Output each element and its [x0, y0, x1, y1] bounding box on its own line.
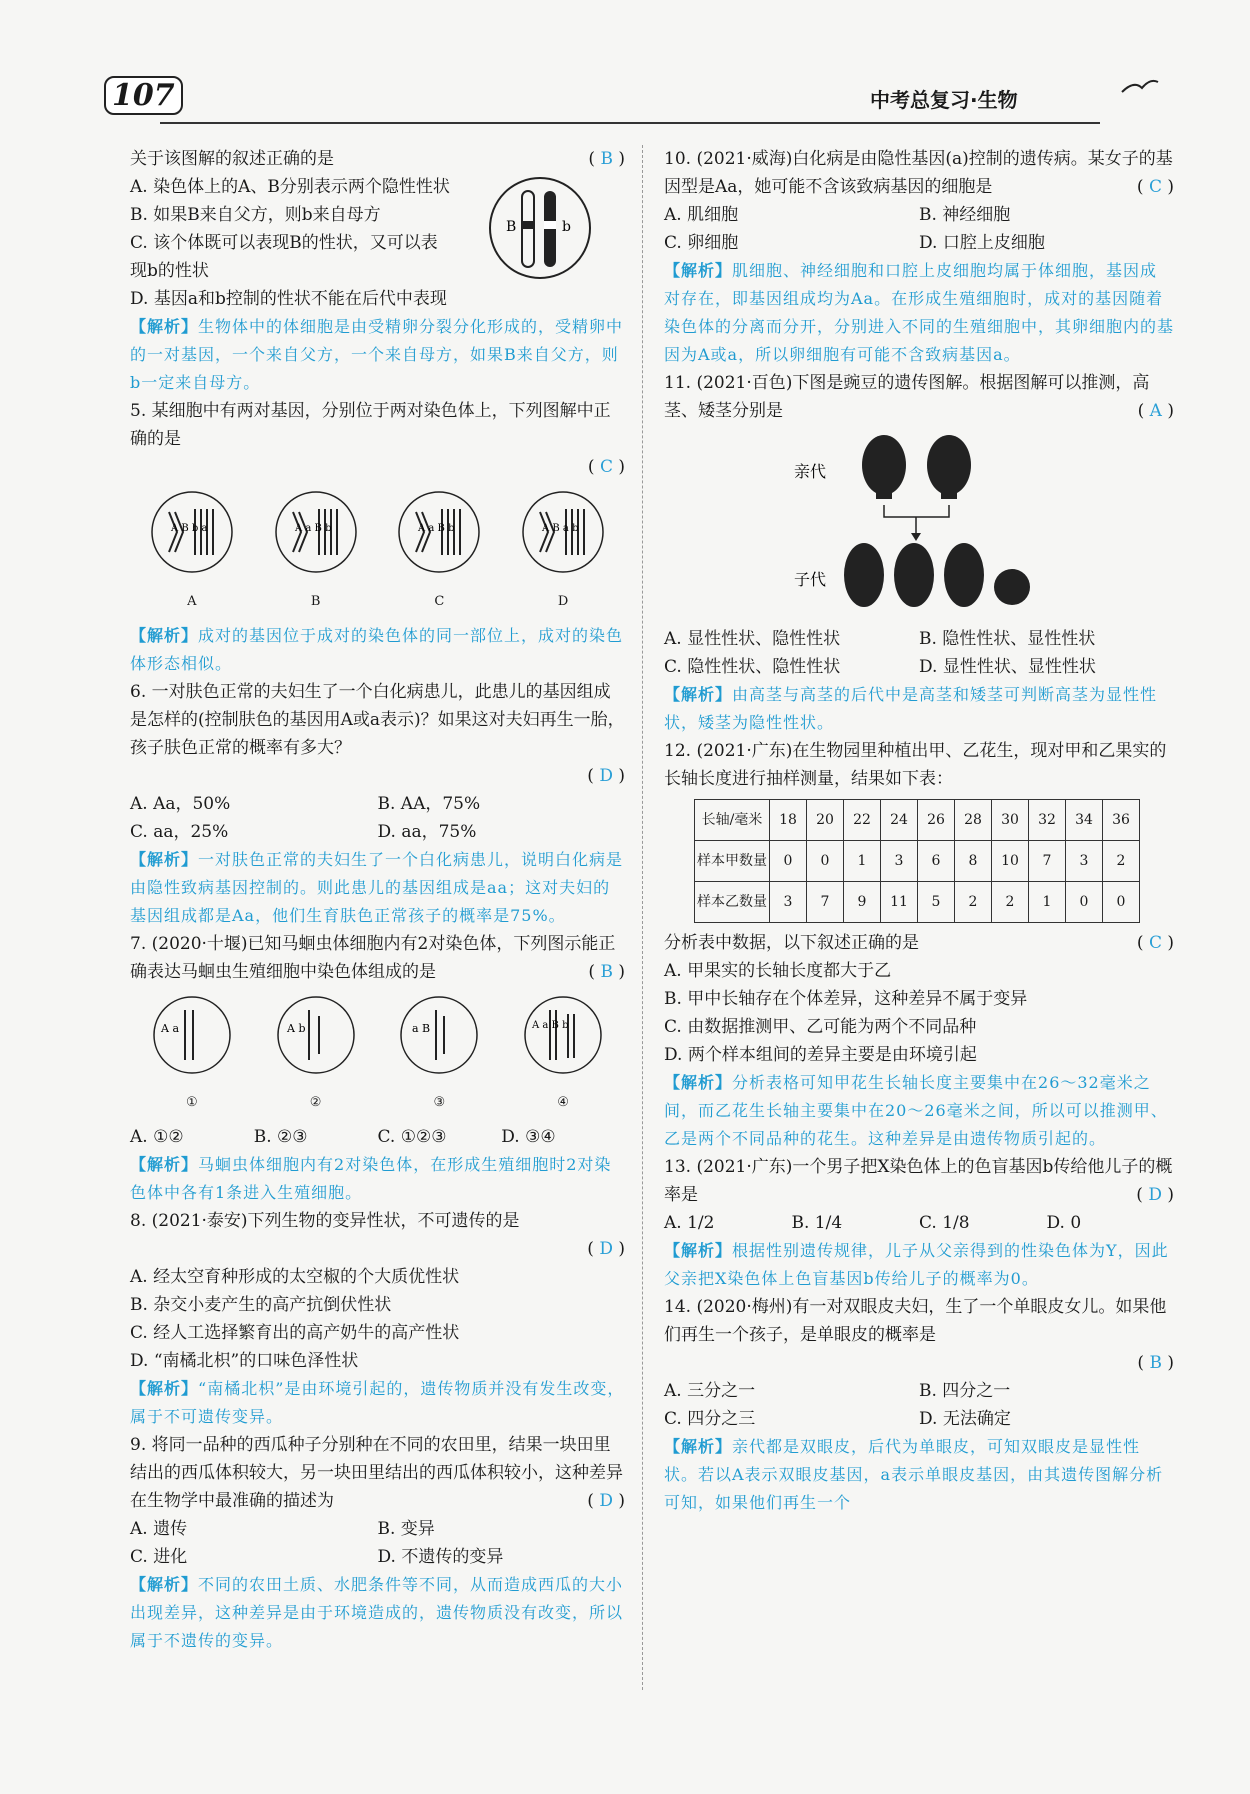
q9-answer: ( D ) — [587, 1491, 625, 1511]
q9-explanation: 【解析】不同的农田土质、水肥条件等不同，从而造成西瓜的大小出现差异，这种差异是由于环境造成的，遗传物质没有改变，所以属于不遗传的变异。 — [130, 1575, 624, 1650]
q14-answer: ( B ) — [1137, 1353, 1174, 1373]
q9-options — [130, 1515, 625, 1571]
q5-stem: 5. 某细胞中有两对基因，分别位于两对染色体上，下列图解中正确的是 — [130, 401, 611, 449]
q7-option-d: D. ③④ — [501, 1127, 556, 1147]
q9-option-a: A. 遗传 — [130, 1519, 188, 1539]
q11-options — [664, 625, 1174, 681]
q7-figure-4 — [520, 992, 606, 1117]
q6-stem: 6. 一对肤色正常的夫妇生了一个白化病患儿，此患儿的基因组成是怎样的(控制肤色的基因用A或a表示)？如果这对夫妇再生一胎，孩子肤色正常的概率有多大？ — [130, 682, 625, 758]
q7-label-2: ② — [309, 1095, 322, 1110]
q5-label-a: A — [187, 594, 197, 609]
q8-answer: ( D ) — [587, 1239, 625, 1259]
q7-answer: ( B ) — [588, 962, 625, 982]
q5-cell-text-b: A a B b — [294, 523, 332, 534]
q7-explanation: 【解析】马蛔虫体细胞内有2对染色体，在形成生殖细胞时2对染色体中各有1条进入生殖细胞。 — [130, 1155, 612, 1202]
q11-child-label: 子代 — [794, 570, 827, 589]
table-row — [695, 882, 1140, 923]
table-cell: 3 — [770, 882, 807, 923]
q13-option-b: B. 1/4 — [791, 1213, 843, 1233]
q8-option-a: A. 经太空育种形成的太空椒的个大质优性状 — [130, 1267, 460, 1287]
q7-label-4: ④ — [557, 1095, 569, 1110]
q12-data-table — [694, 799, 1140, 923]
q11-explanation: 【解析】由高茎与高茎的后代中是高茎和矮茎可判断高茎为显性性状，矮茎为隐性性状。 — [664, 685, 1158, 732]
q10-option-b: B. 神经细胞 — [919, 205, 1011, 225]
question-10 — [664, 145, 1174, 369]
table-cell: 28 — [955, 800, 992, 841]
question-5 — [130, 397, 625, 678]
q14-option-a: A. 三分之一 — [664, 1381, 756, 1401]
q7-label-1: ① — [186, 1095, 198, 1110]
table-cell: 0 — [770, 841, 807, 882]
table-header-cell: 样本乙数量 — [695, 882, 770, 923]
table-cell: 22 — [844, 800, 881, 841]
q5-explanation: 【解析】成对的基因位于成对的染色体的同一部位上，成对的染色体形态相似。 — [130, 626, 624, 673]
q11-pea-diagram — [664, 425, 1164, 625]
q5-cell-text-d: A B a b — [542, 523, 579, 534]
q7-cell-text-4: A a B b — [532, 1020, 569, 1031]
table-cell: 5 — [918, 882, 955, 923]
q11-option-b: B. 隐性性状、显性性状 — [919, 629, 1096, 649]
table-cell: 20 — [807, 800, 844, 841]
q5-figure-a — [147, 487, 237, 616]
q6-explanation: 【解析】一对肤色正常的夫妇生了一个白化病患儿，说明白化病是由隐性致病基因控制的。则此患儿的基因组成是aa；这对夫妇的基因组成都是Aa，他们生育肤色正常孩子的概率是75%。 — [130, 850, 624, 925]
table-cell: 18 — [770, 800, 807, 841]
q11-stem: 11. (2021·百色)下图是豌豆的遗传图解。根据图解可以推测，高茎、矮茎分别是 — [664, 373, 1150, 421]
question-7 — [130, 930, 625, 1207]
q12-answer: ( C ) — [1136, 933, 1174, 953]
q10-explanation: 【解析】肌细胞、神经细胞和口腔上皮细胞均属于体细胞，基因成对存在，即基因组成均为Aa。在形成生殖细胞时，成对的基因随着染色体的分离而分开，分别进入不同的生殖细胞中，其卵细胞内的基因为A或a，所以卵细胞有可能不含致病基因a。 — [664, 261, 1175, 364]
q14-option-d: D. 无法确定 — [919, 1409, 1011, 1429]
q11-answer: ( A ) — [1137, 401, 1174, 421]
q10-option-d: D. 口腔上皮细胞 — [919, 233, 1045, 253]
q8-option-c: C. 经人工选择繁育出的高产奶牛的高产性状 — [130, 1323, 460, 1343]
q13-options — [664, 1209, 1174, 1237]
q5-figure-d — [518, 487, 608, 616]
table-header-cell: 样本甲数量 — [695, 841, 770, 882]
table-cell: 2 — [992, 882, 1029, 923]
q12-option-c: C. 由数据推测甲、乙可能为两个不同品种 — [664, 1017, 977, 1037]
q14-explanation: 【解析】亲代都是双眼皮，后代为单眼皮，可知双眼皮是显性性状。若以A表示双眼皮基因，a表示单眼皮基因，由其遗传图解分析可知，如果他们再生一个 — [664, 1437, 1164, 1512]
q8-explanation: 【解析】“南橘北枳”是由环境引起的，遗传物质并没有发生改变，属于不可遗传变异。 — [130, 1379, 625, 1426]
q10-options — [664, 201, 1174, 257]
q5-figure-b — [271, 487, 361, 616]
table-cell: 7 — [1029, 841, 1066, 882]
q7-cell-text-1: A a — [160, 1022, 179, 1035]
q11-option-a: A. 显性性状、隐性性状 — [664, 629, 841, 649]
table-cell: 30 — [992, 800, 1029, 841]
q14-option-b: B. 四分之一 — [919, 1381, 1011, 1401]
q11-option-c: C. 隐性性状、隐性性状 — [664, 657, 841, 677]
q12-option-a: A. 甲果实的长轴长度都大于乙 — [664, 961, 892, 981]
table-cell: 36 — [1103, 800, 1140, 841]
q4-option-b: B. 如果B来自父方，则b来自母方 — [130, 205, 381, 225]
q7-option-b: B. ②③ — [253, 1127, 308, 1147]
table-cell: 0 — [807, 841, 844, 882]
table-cell: 0 — [1103, 882, 1140, 923]
bird-icon — [1120, 74, 1160, 104]
q6-option-a: A. Aa，50% — [130, 794, 231, 814]
q13-option-c: C. 1/8 — [919, 1213, 970, 1233]
q13-option-d: D. 0 — [1046, 1213, 1082, 1233]
q4-option-d: D. 基因a和b控制的性状不能在后代中表现 — [130, 289, 447, 309]
q10-answer: ( C ) — [1136, 177, 1174, 197]
table-row — [695, 800, 1140, 841]
q13-option-a: A. 1/2 — [664, 1213, 715, 1233]
question-11 — [664, 369, 1174, 737]
table-cell: 32 — [1029, 800, 1066, 841]
q6-option-d: D. aa，75% — [377, 822, 477, 842]
table-cell: 3 — [1066, 841, 1103, 882]
q13-explanation: 【解析】根据性别遗传规律，儿子从父亲得到的性染色体为Y，因此父亲把X染色体上色盲基因b传给儿子的概率为0。 — [664, 1241, 1169, 1288]
table-cell: 3 — [881, 841, 918, 882]
q14-options — [664, 1377, 1174, 1433]
question-13 — [664, 1153, 1174, 1293]
table-cell: 1 — [844, 841, 881, 882]
q5-cell-text-c: A a B b — [418, 523, 455, 534]
q4-option-c: C. 该个体既可以表现B的性状，又可以表现b的性状 — [130, 233, 438, 281]
q14-stem: 14. (2020·梅州)有一对双眼皮夫妇，生了一个单眼皮女儿。如果他们再生一个孩子，是单眼皮的概率是 — [664, 1297, 1167, 1345]
table-header-cell: 长轴/毫米 — [695, 800, 770, 841]
question-8 — [130, 1207, 625, 1431]
q4-chromosome-diagram — [480, 173, 600, 283]
q12-option-b: B. 甲中长轴存在个体差异，这种差异不属于变异 — [664, 989, 1028, 1009]
q7-figure-3 — [396, 992, 482, 1117]
table-row — [695, 841, 1140, 882]
q7-figures — [130, 992, 625, 1117]
q4-label-B: B — [506, 219, 517, 235]
q8-stem: 8. (2021·泰安)下列生物的变异性状，不可遗传的是 — [130, 1211, 520, 1231]
q5-figure-c — [394, 487, 484, 616]
q7-options — [130, 1123, 625, 1151]
table-cell: 2 — [1103, 841, 1140, 882]
q4-option-a: A. 染色体上的A、B分别表示两个隐性性状 — [130, 177, 450, 197]
q8-option-b: B. 杂交小麦产生的高产抗倒伏性状 — [130, 1295, 392, 1315]
q12-explanation: 【解析】分析表格可知甲花生长轴长度主要集中在26～32毫米之间，而乙花生长轴主要集中在20～26毫米之间，所以可以推测甲、乙是两个不同品种的花生。这种差异是由遗传物质引起的。 — [664, 1073, 1168, 1148]
q4-explanation: 【解析】生物体中的体细胞是由受精卵分裂分化形成的，受精卵中的一对基因，一个来自父方，一个来自母方，如果B来自父方，则b一定来自母方。 — [130, 317, 624, 392]
q10-stem: 10. (2021·威海)白化病是由隐性基因(a)控制的遗传病。某女子的基因型是Aa，她可能不含该致病基因的细胞是 — [664, 149, 1173, 197]
column-divider — [642, 145, 643, 1690]
q10-option-a: A. 肌细胞 — [664, 205, 739, 225]
q6-options — [130, 790, 625, 846]
q7-cell-text-2: A b — [286, 1022, 306, 1035]
table-cell: 2 — [955, 882, 992, 923]
question-9 — [130, 1431, 625, 1655]
table-cell: 11 — [881, 882, 918, 923]
q11-parent-label: 亲代 — [794, 462, 827, 481]
q9-option-c: C. 进化 — [130, 1547, 188, 1567]
page-header-title: 中考总复习·生物 — [870, 88, 1018, 112]
q8-option-d: D. “南橘北枳”的口味色泽性状 — [130, 1351, 359, 1371]
q6-option-b: B. AA，75% — [377, 794, 481, 814]
right-column — [664, 145, 1174, 1517]
q4-stem: 关于该图解的叙述正确的是 ( B ) — [130, 145, 625, 173]
q7-option-c: C. ①②③ — [377, 1127, 447, 1147]
q4-answer: ( B ) — [588, 149, 625, 169]
q7-figure-1 — [149, 992, 235, 1117]
q7-stem: 7. (2020·十堰)已知马蛔虫体细胞内有2对染色体，下列图示能正确表达马蛔虫生殖细胞中染色体组成的是 — [130, 934, 616, 982]
table-cell: 26 — [918, 800, 955, 841]
q14-option-c: C. 四分之三 — [664, 1409, 756, 1429]
q7-option-a: A. ①② — [130, 1127, 184, 1147]
q12-stem: 12. (2021·广东)在生物园里种植出甲、乙花生，现对甲和乙果实的长轴长度进行抽样测量，结果如下表： — [664, 741, 1167, 789]
table-cell: 0 — [1066, 882, 1103, 923]
question-12 — [664, 737, 1174, 1153]
q5-cell-text-a: A B b a — [170, 523, 208, 534]
header-rule — [160, 122, 1100, 124]
q7-cell-text-3: a B — [412, 1022, 431, 1035]
q4-label-b: b — [562, 219, 571, 235]
q5-label-d: D — [557, 594, 569, 609]
q9-option-d: D. 不遗传的变异 — [377, 1547, 504, 1567]
q6-answer: ( D ) — [587, 766, 625, 786]
table-cell: 8 — [955, 841, 992, 882]
table-cell: 1 — [1029, 882, 1066, 923]
q7-label-3: ③ — [433, 1095, 446, 1110]
question-14 — [664, 1293, 1174, 1517]
q9-option-b: B. 变异 — [377, 1519, 435, 1539]
table-cell: 6 — [918, 841, 955, 882]
q7-figure-2 — [273, 992, 359, 1117]
q13-stem: 13. (2021·广东)一个男子把X染色体上的色盲基因b传给他儿子的概率是 — [664, 1157, 1173, 1205]
table-cell: 24 — [881, 800, 918, 841]
question-6 — [130, 678, 625, 930]
q10-option-c: C. 卵细胞 — [664, 233, 739, 253]
q5-answer: ( C ) — [587, 457, 625, 477]
table-cell: 34 — [1066, 800, 1103, 841]
left-column — [130, 145, 625, 1655]
q6-option-c: C. aa，25% — [130, 822, 229, 842]
table-cell: 7 — [807, 882, 844, 923]
q5-label-b: B — [310, 594, 321, 609]
q9-stem: 9. 将同一品种的西瓜种子分别种在不同的农田里，结果一块田里结出的西瓜体积较大，另一块田里结出的西瓜体积较小，这种差异在生物学中最准确的描述为 — [130, 1435, 623, 1511]
q12-stem2: 分析表中数据，以下叙述正确的是 ( C ) — [664, 929, 1174, 957]
q12-option-d: D. 两个样本组间的差异主要是由环境引起 — [664, 1045, 977, 1065]
q5-label-c: C — [434, 594, 445, 609]
table-cell: 9 — [844, 882, 881, 923]
q13-answer: ( D ) — [1136, 1185, 1174, 1205]
q5-figures — [130, 487, 625, 616]
page-number: 107 — [104, 76, 183, 115]
question-4 — [130, 145, 625, 397]
q11-option-d: D. 显性性状、显性性状 — [919, 657, 1096, 677]
table-cell: 10 — [992, 841, 1029, 882]
